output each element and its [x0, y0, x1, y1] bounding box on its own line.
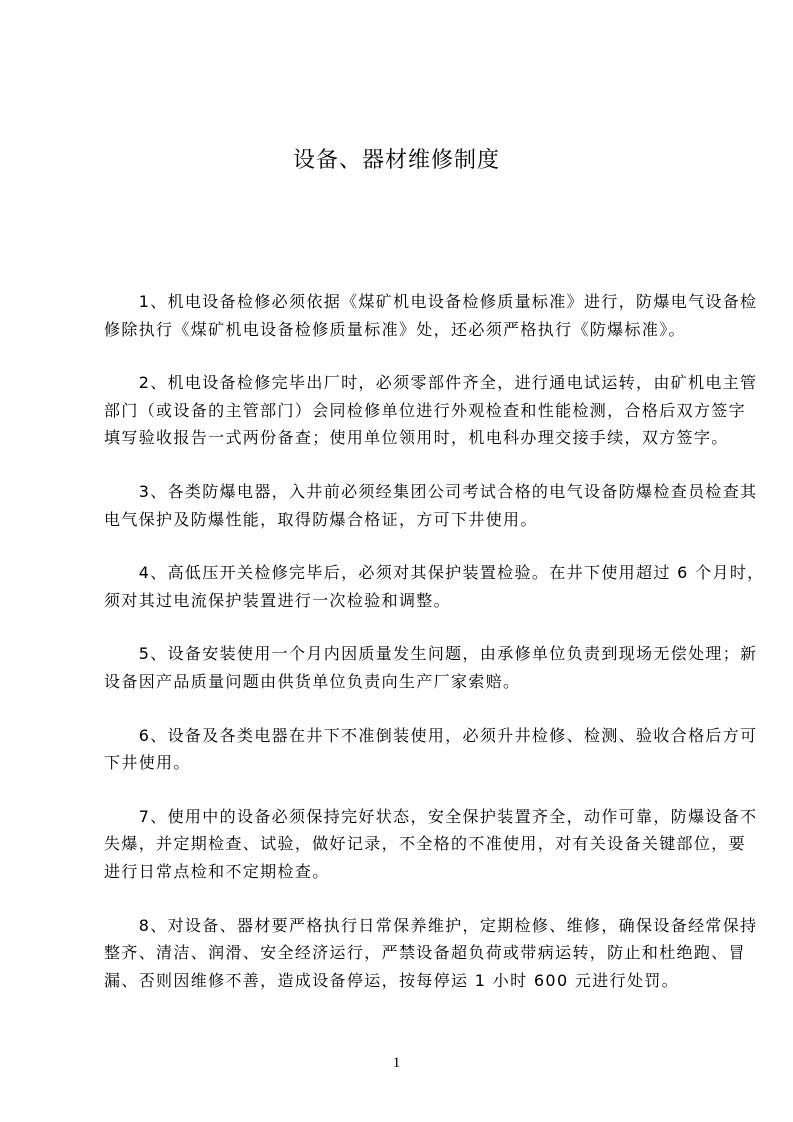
paragraph-line: 须对其过电流保护装置进行一次检验和调整。	[104, 590, 452, 610]
paragraph-line: 7、使用中的设备必须保持完好状态，安全保护装置齐全，动作可靠，防爆设备不	[104, 806, 758, 826]
paragraph-line: 部门（或设备的主管部门）会同检修单位进行外观检查和性能检测，合格后双方签字	[104, 400, 746, 420]
document-body	[104, 288, 765, 1020]
paragraph-line: 整齐、清洁、润滑、安全经济运行，严禁设备超负荷或带病运转，防止和杜绝跑、冒	[104, 943, 746, 963]
paragraph-8	[104, 912, 758, 995]
paragraph-line: 8、对设备、器材要严格执行日常保养维护，定期检修、维修，确保设备经常保持	[104, 915, 758, 935]
paragraph-line: 下井使用。	[104, 753, 191, 773]
page-number: 1	[392, 1055, 401, 1071]
paragraph-line: 进行日常点检和不定期检查。	[104, 861, 330, 881]
paragraph-line: 1、机电设备检修必须依据《煤矿机电设备检修质量标准》进行，防爆电气设备检	[104, 292, 758, 311]
paragraph-line: 4、高低压开关检修完毕后，必须对其保护装置检验。在井下使用超过 6 个月时，	[104, 563, 765, 583]
paragraph-line: 6、设备及各类电器在井下不准倒装使用，必须升井检修、检测、验收合格后方可	[104, 725, 758, 745]
paragraph-6	[104, 722, 758, 777]
paragraph-line: 3、各类防爆电器，入井前必须经集团公司考试合格的电气设备防爆检查员检查其	[104, 481, 758, 501]
paragraph-1	[104, 288, 758, 343]
paragraph-7	[104, 803, 758, 886]
paragraph-line: 失爆，并定期检查、试验，做好记录，不全格的不准使用，对有关设备关键部位，要	[104, 834, 746, 854]
paragraph-line: 填写验收报告一式两份备查；使用单位领用时，机电科办理交接手续，双方签字。	[104, 428, 729, 448]
paragraph-line: 2、机电设备检修完毕出厂时，必须零部件齐全，进行通电试运转，由矿机电主管	[104, 373, 758, 393]
paragraph-line: 设备因产品质量问题由供货单位负责向生产厂家索赔。	[104, 671, 521, 691]
paragraph-line: 修除执行《煤矿机电设备检修质量标准》处，还必须严格执行《防爆标准》。	[104, 319, 686, 339]
paragraph-2	[104, 369, 758, 452]
paragraph-line: 电气保护及防爆性能，取得防爆合格证，方可下井使用。	[104, 509, 538, 529]
paragraph-4	[104, 559, 765, 614]
paragraph-line: 5、设备安装使用一个月内因质量发生问题，由承修单位负责到现场无偿处理；新	[104, 644, 758, 664]
document-title: 设备、器材维修制度	[292, 148, 500, 173]
paragraph-3	[104, 478, 758, 533]
paragraph-5	[104, 640, 758, 695]
paragraph-line: 漏、否则因维修不善，造成设备停运，按每停运 1 小时 600 元进行处罚。	[104, 970, 680, 990]
